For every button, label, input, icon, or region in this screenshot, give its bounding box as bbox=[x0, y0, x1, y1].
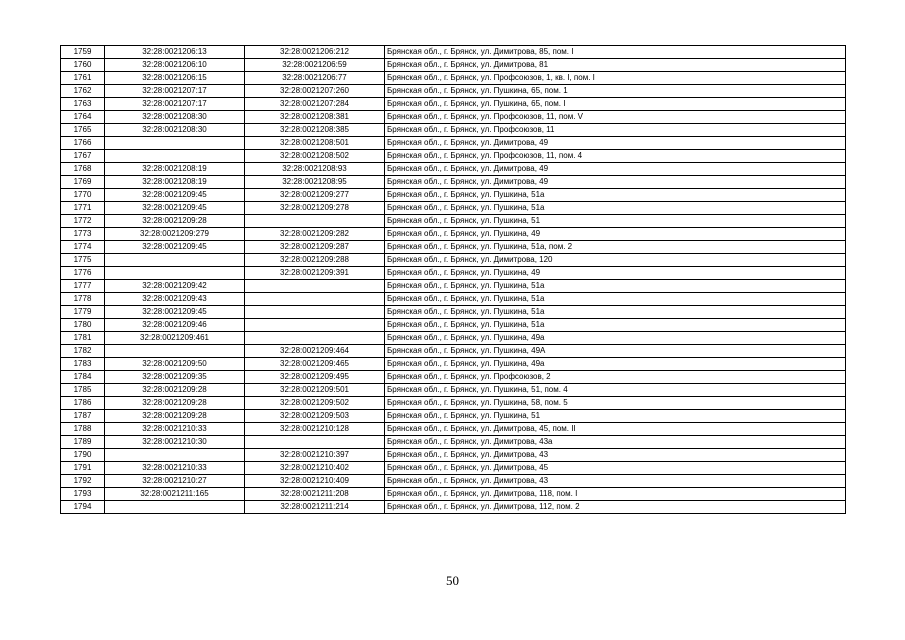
address-cell: Брянская обл., г. Брянск, ул. Димитрова, 81 bbox=[385, 59, 846, 72]
row-number-cell: 1785 bbox=[61, 384, 105, 397]
table-row bbox=[61, 254, 846, 267]
row-number-cell: 1774 bbox=[61, 241, 105, 254]
table-row bbox=[61, 189, 846, 202]
row-number-cell: 1775 bbox=[61, 254, 105, 267]
address-cell: Брянская обл., г. Брянск, ул. Димитрова, 45, пом. II bbox=[385, 423, 846, 436]
building-cadastral-number-cell: 32:28:0021210:397 bbox=[245, 449, 385, 462]
address-cell: Брянская обл., г. Брянск, ул. Пушкина, 51а bbox=[385, 280, 846, 293]
building-cadastral-number-cell bbox=[245, 436, 385, 449]
row-number-cell: 1764 bbox=[61, 111, 105, 124]
building-cadastral-number-cell: 32:28:0021208:501 bbox=[245, 137, 385, 150]
address-cell: Брянская обл., г. Брянск, ул. Профсоюзов, 1, кв. I, пом. I bbox=[385, 72, 846, 85]
address-cell: Брянская обл., г. Брянск, ул. Профсоюзов, 2 bbox=[385, 371, 846, 384]
land-cadastral-number-cell: 32:28:0021207:17 bbox=[105, 85, 245, 98]
building-cadastral-number-cell: 32:28:0021208:502 bbox=[245, 150, 385, 163]
land-cadastral-number-cell bbox=[105, 150, 245, 163]
registry-table-body bbox=[61, 46, 846, 514]
building-cadastral-number-cell: 32:28:0021210:128 bbox=[245, 423, 385, 436]
address-cell: Брянская обл., г. Брянск, ул. Димитрова, 43а bbox=[385, 436, 846, 449]
table-row bbox=[61, 423, 846, 436]
land-cadastral-number-cell: 32:28:0021206:13 bbox=[105, 46, 245, 59]
building-cadastral-number-cell: 32:28:0021209:288 bbox=[245, 254, 385, 267]
land-cadastral-number-cell: 32:28:0021210:33 bbox=[105, 423, 245, 436]
address-cell: Брянская обл., г. Брянск, ул. Пушкина, 65, пом. I bbox=[385, 98, 846, 111]
address-cell: Брянская обл., г. Брянск, ул. Димитрова, 49 bbox=[385, 163, 846, 176]
building-cadastral-number-cell: 32:28:0021207:260 bbox=[245, 85, 385, 98]
table-row bbox=[61, 150, 846, 163]
table-row bbox=[61, 202, 846, 215]
building-cadastral-number-cell: 32:28:0021208:381 bbox=[245, 111, 385, 124]
building-cadastral-number-cell: 32:28:0021209:282 bbox=[245, 228, 385, 241]
table-row bbox=[61, 397, 846, 410]
row-number-cell: 1759 bbox=[61, 46, 105, 59]
land-cadastral-number-cell: 32:28:0021210:27 bbox=[105, 475, 245, 488]
row-number-cell: 1779 bbox=[61, 306, 105, 319]
row-number-cell: 1771 bbox=[61, 202, 105, 215]
building-cadastral-number-cell: 32:28:0021206:59 bbox=[245, 59, 385, 72]
table-row bbox=[61, 410, 846, 423]
land-cadastral-number-cell: 32:28:0021209:35 bbox=[105, 371, 245, 384]
land-cadastral-number-cell: 32:28:0021209:45 bbox=[105, 202, 245, 215]
row-number-cell: 1773 bbox=[61, 228, 105, 241]
building-cadastral-number-cell: 32:28:0021208:385 bbox=[245, 124, 385, 137]
land-cadastral-number-cell: 32:28:0021209:28 bbox=[105, 397, 245, 410]
table-row bbox=[61, 137, 846, 150]
row-number-cell: 1768 bbox=[61, 163, 105, 176]
address-cell: Брянская обл., г. Брянск, ул. Пушкина, 51 bbox=[385, 410, 846, 423]
table-row bbox=[61, 371, 846, 384]
land-cadastral-number-cell bbox=[105, 449, 245, 462]
land-cadastral-number-cell: 32:28:0021209:461 bbox=[105, 332, 245, 345]
table-row bbox=[61, 358, 846, 371]
building-cadastral-number-cell: 32:28:0021209:277 bbox=[245, 189, 385, 202]
address-cell: Брянская обл., г. Брянск, ул. Димитрова, 120 bbox=[385, 254, 846, 267]
row-number-cell: 1793 bbox=[61, 488, 105, 501]
address-cell: Брянская обл., г. Брянск, ул. Профсоюзов, 11, пом. 4 bbox=[385, 150, 846, 163]
row-number-cell: 1778 bbox=[61, 293, 105, 306]
row-number-cell: 1765 bbox=[61, 124, 105, 137]
building-cadastral-number-cell bbox=[245, 293, 385, 306]
table-row bbox=[61, 85, 846, 98]
address-cell: Брянская обл., г. Брянск, ул. Профсоюзов, 11 bbox=[385, 124, 846, 137]
row-number-cell: 1794 bbox=[61, 501, 105, 514]
row-number-cell: 1761 bbox=[61, 72, 105, 85]
table-row bbox=[61, 228, 846, 241]
table-row bbox=[61, 332, 846, 345]
table-row bbox=[61, 267, 846, 280]
table-row bbox=[61, 436, 846, 449]
land-cadastral-number-cell: 32:28:0021209:43 bbox=[105, 293, 245, 306]
row-number-cell: 1783 bbox=[61, 358, 105, 371]
building-cadastral-number-cell bbox=[245, 215, 385, 228]
table-row bbox=[61, 241, 846, 254]
land-cadastral-number-cell: 32:28:0021208:30 bbox=[105, 124, 245, 137]
address-cell: Брянская обл., г. Брянск, ул. Пушкина, 49 bbox=[385, 228, 846, 241]
building-cadastral-number-cell: 32:28:0021209:287 bbox=[245, 241, 385, 254]
land-cadastral-number-cell: 32:28:0021208:30 bbox=[105, 111, 245, 124]
table-row bbox=[61, 475, 846, 488]
address-cell: Брянская обл., г. Брянск, ул. Пушкина, 49а bbox=[385, 358, 846, 371]
table-row bbox=[61, 449, 846, 462]
land-cadastral-number-cell: 32:28:0021210:30 bbox=[105, 436, 245, 449]
table-row bbox=[61, 501, 846, 514]
row-number-cell: 1788 bbox=[61, 423, 105, 436]
land-cadastral-number-cell: 32:28:0021209:28 bbox=[105, 215, 245, 228]
row-number-cell: 1789 bbox=[61, 436, 105, 449]
address-cell: Брянская обл., г. Брянск, ул. Профсоюзов, 11, пом. V bbox=[385, 111, 846, 124]
land-cadastral-number-cell: 32:28:0021209:45 bbox=[105, 306, 245, 319]
building-cadastral-number-cell: 32:28:0021206:77 bbox=[245, 72, 385, 85]
land-cadastral-number-cell: 32:28:0021210:33 bbox=[105, 462, 245, 475]
address-cell: Брянская обл., г. Брянск, ул. Димитрова, 85, пом. I bbox=[385, 46, 846, 59]
building-cadastral-number-cell bbox=[245, 280, 385, 293]
address-cell: Брянская обл., г. Брянск, ул. Пушкина, 51а bbox=[385, 293, 846, 306]
land-cadastral-number-cell bbox=[105, 345, 245, 358]
table-row bbox=[61, 176, 846, 189]
land-cadastral-number-cell bbox=[105, 501, 245, 514]
building-cadastral-number-cell: 32:28:0021208:95 bbox=[245, 176, 385, 189]
table-row bbox=[61, 306, 846, 319]
land-cadastral-number-cell bbox=[105, 254, 245, 267]
building-cadastral-number-cell: 32:28:0021209:502 bbox=[245, 397, 385, 410]
address-cell: Брянская обл., г. Брянск, ул. Димитрова, 43 bbox=[385, 449, 846, 462]
land-cadastral-number-cell bbox=[105, 137, 245, 150]
building-cadastral-number-cell: 32:28:0021209:501 bbox=[245, 384, 385, 397]
land-cadastral-number-cell: 32:28:0021209:45 bbox=[105, 189, 245, 202]
row-number-cell: 1787 bbox=[61, 410, 105, 423]
row-number-cell: 1762 bbox=[61, 85, 105, 98]
address-cell: Брянская обл., г. Брянск, ул. Пушкина, 58, пом. 5 bbox=[385, 397, 846, 410]
land-cadastral-number-cell: 32:28:0021208:19 bbox=[105, 176, 245, 189]
table-row bbox=[61, 293, 846, 306]
address-cell: Брянская обл., г. Брянск, ул. Пушкина, 49а bbox=[385, 332, 846, 345]
building-cadastral-number-cell: 32:28:0021209:495 bbox=[245, 371, 385, 384]
row-number-cell: 1792 bbox=[61, 475, 105, 488]
table-row bbox=[61, 215, 846, 228]
building-cadastral-number-cell: 32:28:0021209:391 bbox=[245, 267, 385, 280]
building-cadastral-number-cell: 32:28:0021206:212 bbox=[245, 46, 385, 59]
building-cadastral-number-cell: 32:28:0021209:465 bbox=[245, 358, 385, 371]
building-cadastral-number-cell: 32:28:0021211:214 bbox=[245, 501, 385, 514]
land-cadastral-number-cell: 32:28:0021208:19 bbox=[105, 163, 245, 176]
row-number-cell: 1786 bbox=[61, 397, 105, 410]
table-row bbox=[61, 163, 846, 176]
land-cadastral-number-cell: 32:28:0021206:15 bbox=[105, 72, 245, 85]
land-cadastral-number-cell: 32:28:0021209:46 bbox=[105, 319, 245, 332]
address-cell: Брянская обл., г. Брянск, ул. Димитрова, 118, пом. I bbox=[385, 488, 846, 501]
land-cadastral-number-cell: 32:28:0021209:28 bbox=[105, 384, 245, 397]
address-cell: Брянская обл., г. Брянск, ул. Пушкина, 49 bbox=[385, 267, 846, 280]
row-number-cell: 1776 bbox=[61, 267, 105, 280]
building-cadastral-number-cell: 32:28:0021210:402 bbox=[245, 462, 385, 475]
address-cell: Брянская обл., г. Брянск, ул. Пушкина, 51а, пом. 2 bbox=[385, 241, 846, 254]
table-row bbox=[61, 345, 846, 358]
row-number-cell: 1766 bbox=[61, 137, 105, 150]
building-cadastral-number-cell: 32:28:0021207:284 bbox=[245, 98, 385, 111]
building-cadastral-number-cell: 32:28:0021209:464 bbox=[245, 345, 385, 358]
row-number-cell: 1767 bbox=[61, 150, 105, 163]
land-cadastral-number-cell: 32:28:0021206:10 bbox=[105, 59, 245, 72]
row-number-cell: 1760 bbox=[61, 59, 105, 72]
table-row bbox=[61, 72, 846, 85]
address-cell: Брянская обл., г. Брянск, ул. Пушкина, 51а bbox=[385, 319, 846, 332]
land-cadastral-number-cell: 32:28:0021209:50 bbox=[105, 358, 245, 371]
table-row bbox=[61, 280, 846, 293]
row-number-cell: 1777 bbox=[61, 280, 105, 293]
row-number-cell: 1791 bbox=[61, 462, 105, 475]
land-cadastral-number-cell: 32:28:0021209:42 bbox=[105, 280, 245, 293]
address-cell: Брянская обл., г. Брянск, ул. Димитрова, 43 bbox=[385, 475, 846, 488]
address-cell: Брянская обл., г. Брянск, ул. Пушкина, 49А bbox=[385, 345, 846, 358]
table-row bbox=[61, 98, 846, 111]
address-cell: Брянская обл., г. Брянск, ул. Пушкина, 51, пом. 4 bbox=[385, 384, 846, 397]
table-row bbox=[61, 111, 846, 124]
page-number: 50 bbox=[446, 573, 459, 588]
table-row bbox=[61, 59, 846, 72]
address-cell: Брянская обл., г. Брянск, ул. Димитрова, 112, пом. 2 bbox=[385, 501, 846, 514]
row-number-cell: 1769 bbox=[61, 176, 105, 189]
land-cadastral-number-cell: 32:28:0021207:17 bbox=[105, 98, 245, 111]
table-row bbox=[61, 319, 846, 332]
land-cadastral-number-cell: 32:28:0021211:165 bbox=[105, 488, 245, 501]
row-number-cell: 1781 bbox=[61, 332, 105, 345]
table-row bbox=[61, 124, 846, 137]
building-cadastral-number-cell: 32:28:0021211:208 bbox=[245, 488, 385, 501]
row-number-cell: 1770 bbox=[61, 189, 105, 202]
address-cell: Брянская обл., г. Брянск, ул. Пушкина, 51 bbox=[385, 215, 846, 228]
row-number-cell: 1763 bbox=[61, 98, 105, 111]
address-cell: Брянская обл., г. Брянск, ул. Пушкина, 51а bbox=[385, 306, 846, 319]
building-cadastral-number-cell: 32:28:0021208:93 bbox=[245, 163, 385, 176]
building-cadastral-number-cell bbox=[245, 306, 385, 319]
land-cadastral-number-cell bbox=[105, 267, 245, 280]
row-number-cell: 1772 bbox=[61, 215, 105, 228]
table-row bbox=[61, 462, 846, 475]
property-registry-table bbox=[60, 45, 846, 514]
row-number-cell: 1780 bbox=[61, 319, 105, 332]
table-row bbox=[61, 384, 846, 397]
address-cell: Брянская обл., г. Брянск, ул. Димитрова, 49 bbox=[385, 176, 846, 189]
building-cadastral-number-cell: 32:28:0021209:503 bbox=[245, 410, 385, 423]
building-cadastral-number-cell bbox=[245, 332, 385, 345]
address-cell: Брянская обл., г. Брянск, ул. Пушкина, 51а bbox=[385, 202, 846, 215]
land-cadastral-number-cell: 32:28:0021209:279 bbox=[105, 228, 245, 241]
address-cell: Брянская обл., г. Брянск, ул. Димитрова, 49 bbox=[385, 137, 846, 150]
row-number-cell: 1784 bbox=[61, 371, 105, 384]
row-number-cell: 1782 bbox=[61, 345, 105, 358]
address-cell: Брянская обл., г. Брянск, ул. Димитрова, 45 bbox=[385, 462, 846, 475]
table-row bbox=[61, 488, 846, 501]
building-cadastral-number-cell: 32:28:0021210:409 bbox=[245, 475, 385, 488]
land-cadastral-number-cell: 32:28:0021209:28 bbox=[105, 410, 245, 423]
row-number-cell: 1790 bbox=[61, 449, 105, 462]
building-cadastral-number-cell: 32:28:0021209:278 bbox=[245, 202, 385, 215]
building-cadastral-number-cell bbox=[245, 319, 385, 332]
table-row bbox=[61, 46, 846, 59]
address-cell: Брянская обл., г. Брянск, ул. Пушкина, 51а bbox=[385, 189, 846, 202]
land-cadastral-number-cell: 32:28:0021209:45 bbox=[105, 241, 245, 254]
address-cell: Брянская обл., г. Брянск, ул. Пушкина, 65, пом. 1 bbox=[385, 85, 846, 98]
